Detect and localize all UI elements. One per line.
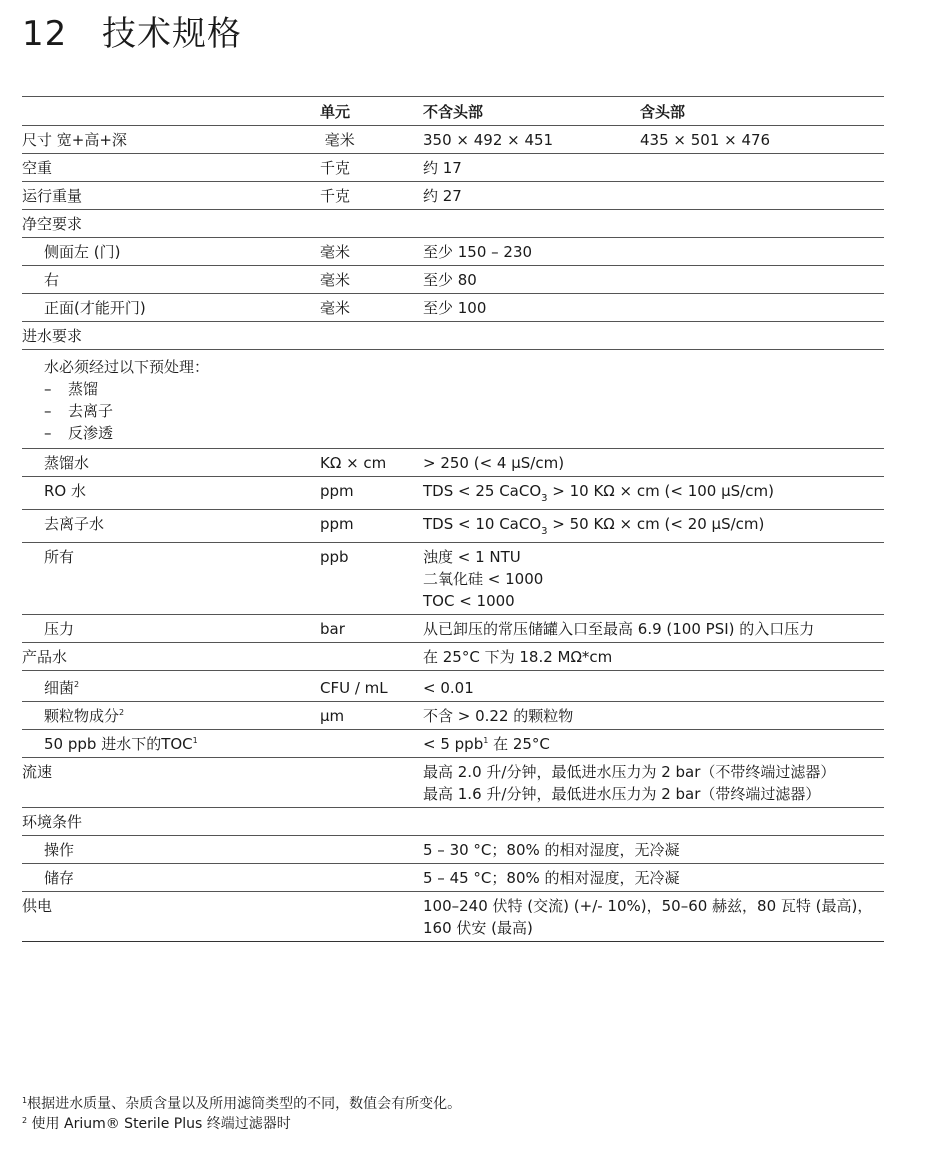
section-label: 净空要求 <box>22 210 884 238</box>
row-label: 空重 <box>22 154 320 182</box>
row-unit: ppb <box>320 543 423 615</box>
row-value: 5 – 30 °C；80% 的相对湿度，无冷凝 <box>423 836 884 864</box>
table-row <box>22 477 884 510</box>
row-label: 尺寸 宽+高+深 <box>22 126 320 154</box>
table-row <box>22 126 884 154</box>
row-value: < 0.01 <box>423 671 884 702</box>
table-row <box>22 182 884 210</box>
header-without-head: 不含头部 <box>423 97 640 126</box>
row-label: 供电 <box>22 892 423 942</box>
table-row <box>22 671 884 702</box>
spec-table <box>22 96 884 942</box>
row-unit: 千克 <box>320 154 423 182</box>
section-title: 技术规格 <box>102 14 242 54</box>
row-unit: 千克 <box>320 182 423 210</box>
table-row <box>22 758 884 808</box>
row-unit: 毫米 <box>320 294 423 322</box>
pretreatment-cell <box>22 350 884 449</box>
row-unit: bar <box>320 615 423 643</box>
row-value: TDS < 25 CaCO$_3$ > 10 KΩ × cm (< 100 µS/cm) <box>423 477 884 510</box>
footnote-2: $^2$ 使用 Arium® Sterile Plus 终端过滤器时 <box>22 1116 291 1132</box>
row-label: RO 水 <box>22 477 320 510</box>
table-row <box>22 643 884 671</box>
table-row <box>22 210 884 238</box>
header-unit: 单元 <box>320 97 423 126</box>
row-label: 右 <box>22 266 320 294</box>
row-label: 颗粒物成分$^2$ <box>22 702 320 730</box>
header-label <box>22 97 320 126</box>
row-label: 流速 <box>22 758 423 808</box>
row-label: 侧面左 (门) <box>22 238 320 266</box>
row-unit: ppm <box>320 510 423 543</box>
table-row <box>22 322 884 350</box>
row-unit: CFU / mL <box>320 671 423 702</box>
row-value: 浊度 < 1 NTU 二氧化硅 < 1000 TOC < 1000 <box>423 543 884 615</box>
row-value: > 250 (< 4 µS/cm) <box>423 449 884 477</box>
table-row <box>22 449 884 477</box>
row-value-with-head: 435 × 501 × 476 <box>640 126 884 154</box>
row-value: 在 25°C 下为 18.2 MΩ*cm <box>423 643 884 671</box>
row-label: 产品水 <box>22 643 423 671</box>
list-item: – 反渗透 <box>44 424 114 442</box>
row-label: 细菌$^2$ <box>22 671 320 702</box>
table-row <box>22 615 884 643</box>
table-row <box>22 294 884 322</box>
list-item: – 去离子 <box>44 402 114 420</box>
row-value: 约 27 <box>423 182 884 210</box>
row-unit: 毫米 <box>320 238 423 266</box>
row-value: 从已卸压的常压储罐入口至最高 6.9 (100 PSI) 的入口压力 <box>423 615 884 643</box>
table-row <box>22 266 884 294</box>
row-value: 约 17 <box>423 154 884 182</box>
list-item: – 蒸馏 <box>44 380 99 398</box>
table-row <box>22 836 884 864</box>
row-unit: ppm <box>320 477 423 510</box>
dash-marker: – <box>44 424 52 442</box>
row-value: 350 × 492 × 451 <box>423 126 640 154</box>
table-row <box>22 510 884 543</box>
row-unit: KΩ × cm <box>320 449 423 477</box>
row-label: 储存 <box>22 864 423 892</box>
row-value: 最高 2.0 升/分钟，最低进水压力为 2 bar（不带终端过滤器） 最高 1.6 升/分钟，最低进水压力为 2 bar（带终端过滤器） <box>423 758 884 808</box>
table-row <box>22 154 884 182</box>
table-row <box>22 702 884 730</box>
row-label: 操作 <box>22 836 423 864</box>
section-label: 环境条件 <box>22 808 884 836</box>
row-unit: 毫米 <box>320 266 423 294</box>
footnotes <box>22 1094 461 1134</box>
row-value: < 5 ppb$^1$ 在 25°C <box>423 730 884 758</box>
section-number: 12 <box>22 14 68 54</box>
table-row <box>22 730 884 758</box>
table-row <box>22 543 884 615</box>
section-label: 进水要求 <box>22 322 884 350</box>
table-header-row <box>22 97 884 126</box>
table-row <box>22 864 884 892</box>
row-label: 正面(才能开门) <box>22 294 320 322</box>
dash-marker: – <box>44 402 52 420</box>
footnote-1: $^1$根据进水质量、杂质含量以及所用滤筒类型的不同，数值会有所变化。 <box>22 1096 462 1112</box>
row-value: 至少 150 – 230 <box>423 238 884 266</box>
dash-marker: – <box>44 380 52 398</box>
row-label: 蒸馏水 <box>22 449 320 477</box>
row-value: TDS < 10 CaCO$_3$ > 50 KΩ × cm (< 20 µS/cm) <box>423 510 884 543</box>
row-value: 至少 100 <box>423 294 884 322</box>
table-row <box>22 892 884 942</box>
table-row <box>22 238 884 266</box>
section-heading <box>22 6 242 55</box>
row-value: 100–240 伏特 (交流) (+/- 10%)，50–60 赫兹，80 瓦特 (最高)， 160 伏安 (最高) <box>423 892 884 942</box>
row-value: 至少 80 <box>423 266 884 294</box>
table-row <box>22 808 884 836</box>
row-label: 压力 <box>22 615 320 643</box>
row-value: 5 – 45 °C；80% 的相对湿度，无冷凝 <box>423 864 884 892</box>
table-row <box>22 350 884 449</box>
pretreatment-intro: 水必须经过以下预处理： <box>44 358 210 376</box>
row-value: 不含 > 0.22 的颗粒物 <box>423 702 884 730</box>
header-with-head: 含头部 <box>640 97 884 126</box>
row-label: 去离子水 <box>22 510 320 543</box>
row-unit: µm <box>320 702 423 730</box>
row-label: 运行重量 <box>22 182 320 210</box>
row-unit: 毫米 <box>320 126 423 154</box>
row-label: 50 ppb 进水下的TOC$^1$ <box>22 730 423 758</box>
row-label: 所有 <box>22 543 320 615</box>
